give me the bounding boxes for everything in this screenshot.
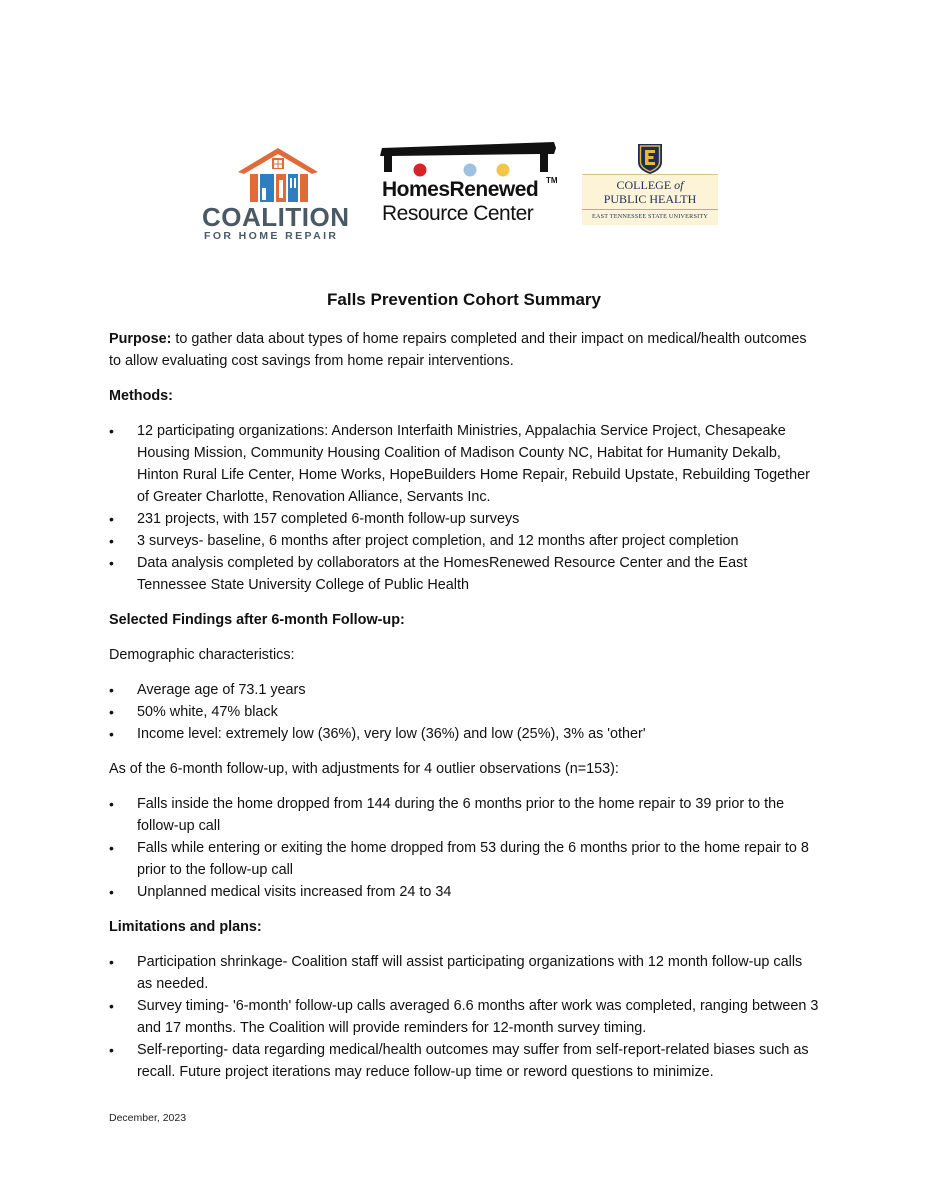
homesrenewed-logo: [378, 142, 562, 232]
list-item: • Average age of 73.1 years: [109, 679, 819, 701]
college-divider: [582, 209, 718, 210]
list-item: • Falls while entering or exiting the home dropped from 53 during the 6 months prior to the home repair to 8 prior to the follow-up call: [109, 837, 819, 881]
list-item: • 50% white, 47% black: [109, 701, 819, 723]
coalition-wordmark: COALITION: [202, 202, 350, 232]
coalition-house-icon: [200, 144, 360, 204]
list-item: • Survey timing- '6-month' follow-up calls averaged 6.6 months after work was completed, ranging between 3 and 17 months. The Coalition will provide reminders for 12-month survey timing.: [109, 995, 819, 1039]
purpose-paragraph: [109, 328, 819, 372]
limitations-heading: Limitations and plans:: [109, 919, 262, 935]
followup-list: [109, 793, 819, 903]
list-item: • Data analysis completed by collaborators at the HomesRenewed Resource Center and the East Tennessee State University College of Public Health: [109, 552, 819, 596]
purpose-label: Purpose:: [109, 331, 172, 347]
college-logo: [582, 142, 722, 226]
footer-date: December, 2023: [109, 1112, 187, 1124]
document-title: Falls Prevention Cohort Summary: [327, 290, 601, 309]
list-item: • Falls inside the home dropped from 144 during the 6 months prior to the home repair to 39 prior to the follow-up call: [109, 793, 819, 837]
homesrenewed-subtitle: Resource Center: [382, 202, 534, 225]
university-name: EAST TENNESSEE STATE UNIVERSITY: [592, 213, 708, 220]
homesrenewed-roof-icon: [378, 142, 562, 178]
coalition-subtitle: FOR HOME REPAIR: [204, 230, 339, 242]
limitations-list: [109, 951, 819, 1083]
college-name-line2: PUBLIC HEALTH: [603, 192, 697, 206]
list-item: • Participation shrinkage- Coalition staff will assist participating organizations with 12 month follow-up calls as needed.: [109, 951, 819, 995]
list-item: • 3 surveys- baseline, 6 months after project completion, and 12 months after project completion: [109, 530, 819, 552]
college-name-line1: COLLEGE of: [616, 178, 684, 192]
methods-list: [109, 420, 819, 596]
followup-intro: As of the 6-month follow-up, with adjustments for 4 outlier observations (n=153):: [109, 761, 619, 777]
list-item: • Self-reporting- data regarding medical/health outcomes may suffer from self-report-related biases such as recall. Future project iterations may reduce follow-up time or reword questions to minimize.: [109, 1039, 819, 1083]
demographics-intro: Demographic characteristics:: [109, 647, 295, 663]
demographics-list: [109, 679, 819, 745]
methods-heading: Methods:: [109, 388, 173, 404]
findings-heading: Selected Findings after 6-month Follow-up:: [109, 612, 405, 628]
list-item: • 231 projects, with 157 completed 6-month follow-up surveys: [109, 508, 819, 530]
list-item: • 12 participating organizations: Anderson Interfaith Ministries, Appalachia Service Project, Chesapeake Housing Mission, Community Housing Coalition of Madison County NC, Habitat for Humanity Dekalb, Hinton Rural Life Center, Home Works, HopeBuilders Home Repair, Rebuild Upstate, Rebuilding Together of Greater Charlotte, Renovation Alliance, Servants Inc.: [109, 420, 819, 508]
list-item: • Unplanned medical visits increased from 24 to 34: [109, 881, 819, 903]
document-body: [109, 288, 819, 1096]
logo-bar: [0, 140, 927, 250]
list-item: • Income level: extremely low (36%), very low (36%) and low (25%), 3% as 'other': [109, 723, 819, 745]
trademark-symbol: TM: [546, 176, 558, 185]
homesrenewed-wordmark: HomesRenewed: [382, 178, 539, 201]
purpose-text: to gather data about types of home repairs completed and their impact on medical/health outcomes to allow evaluating cost savings from home repair interventions.: [109, 331, 807, 369]
coalition-logo: [200, 144, 360, 244]
etsu-shield-icon: [582, 142, 718, 174]
